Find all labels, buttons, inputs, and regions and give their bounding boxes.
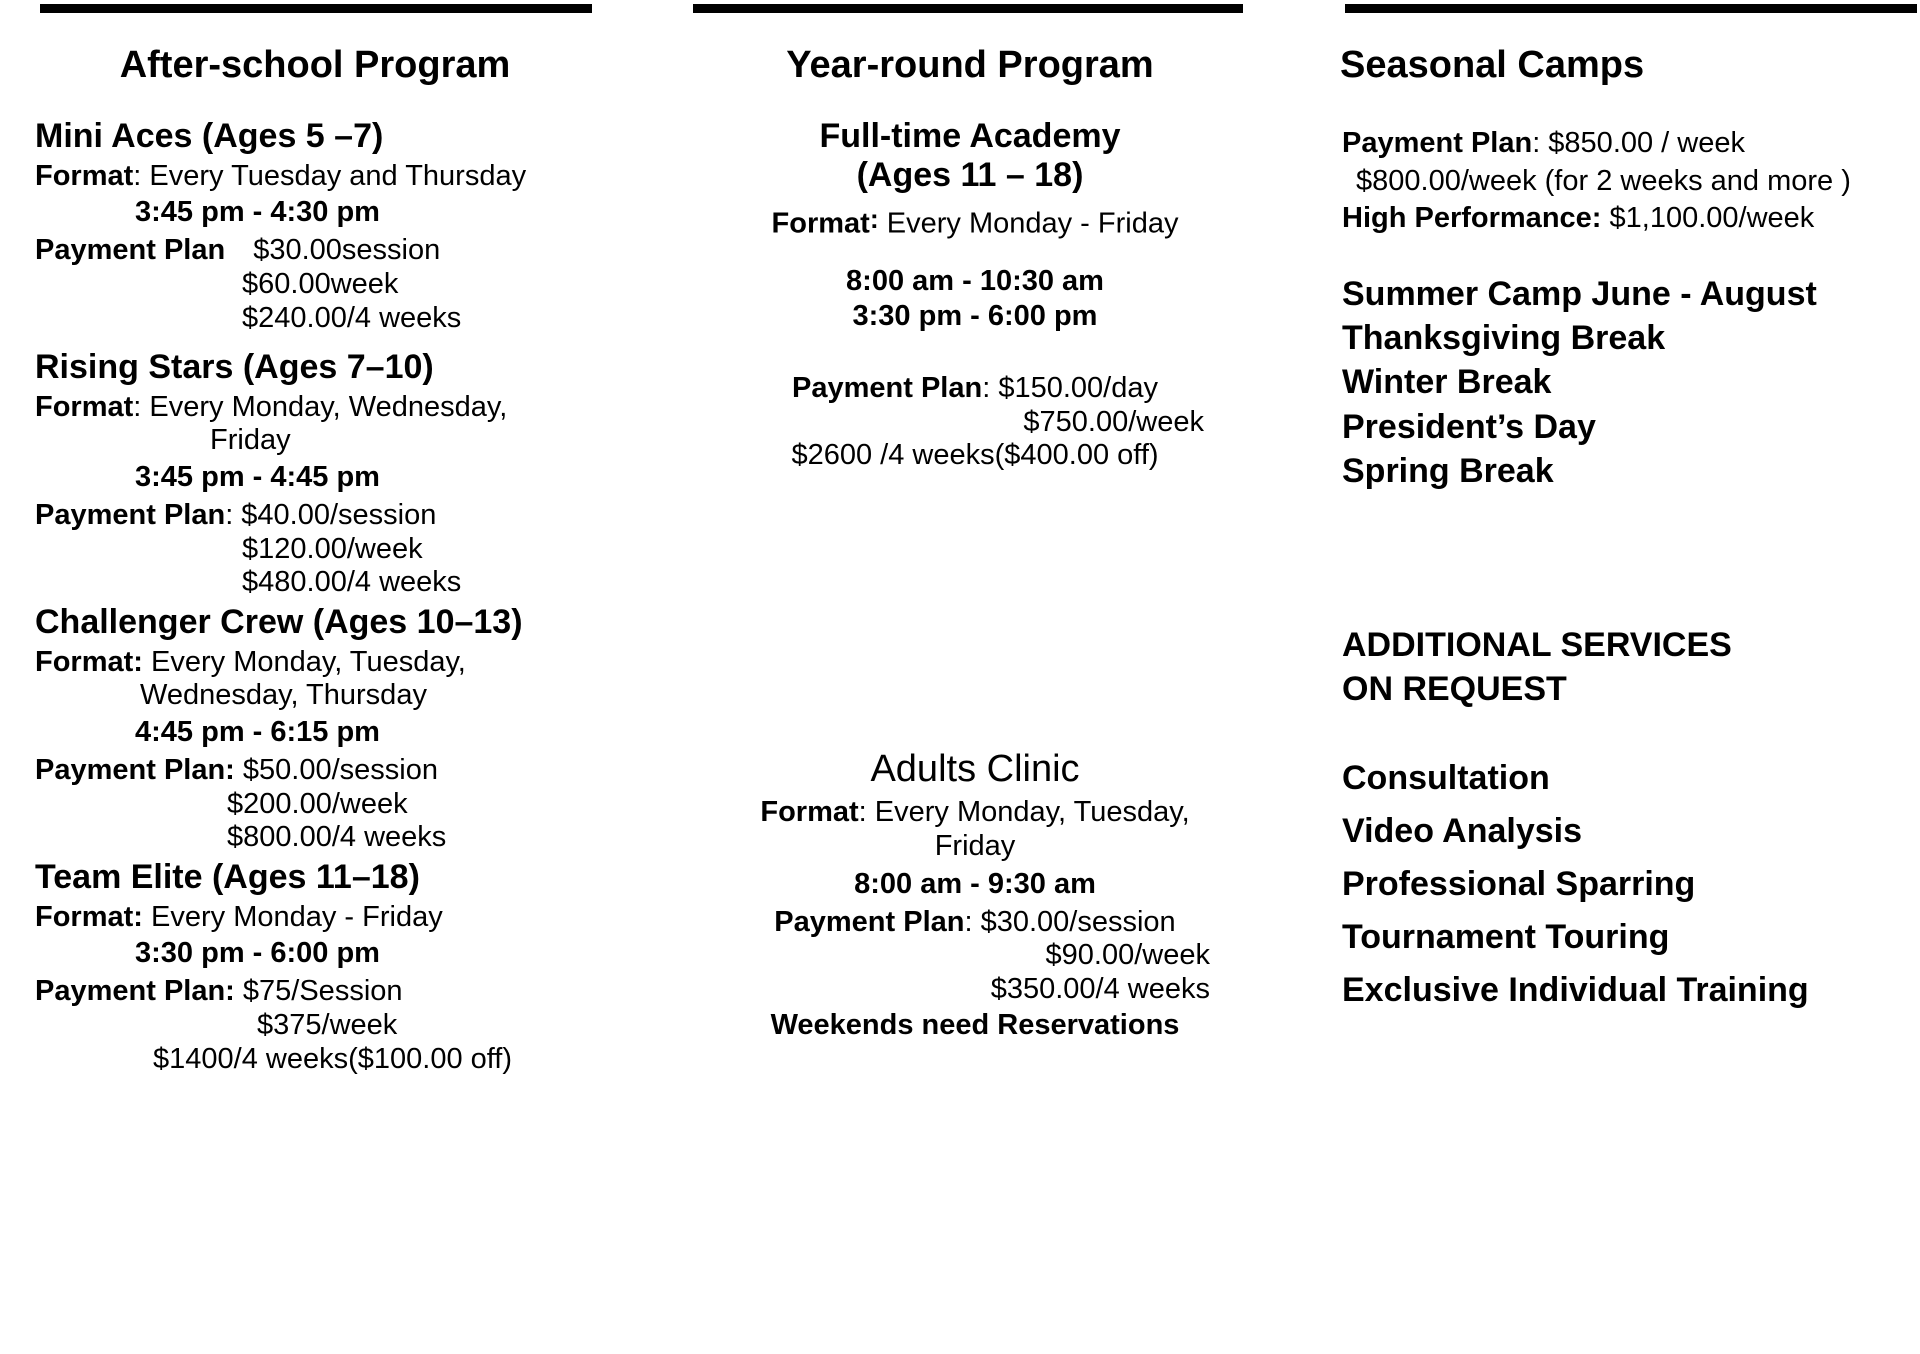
format-colon: : (869, 203, 879, 234)
payment-value: $750.00/week (1023, 405, 1204, 438)
program-format-line (690, 797, 1250, 828)
program-time: 3:45 pm - 4:30 pm (135, 196, 380, 229)
program-name-line1: Full-time Academy (819, 117, 1121, 155)
program-mini-aces (35, 117, 595, 333)
column-rule-after-school (40, 4, 592, 13)
program-payment-line (35, 755, 595, 786)
payment-label: Payment Plan (35, 498, 226, 531)
program-format-line (35, 902, 595, 933)
service-list-item: Professional Sparring (1342, 865, 1696, 904)
format-value: : Every Monday, Tuesday, (858, 796, 1190, 829)
payment-value: $240.00/4 weeks (242, 301, 462, 334)
additional-services-heading-block (1342, 623, 1920, 711)
payment-note: $800.00/week (for 2 weeks and more ) (1356, 164, 1851, 197)
camp-list-item: Spring Break (1342, 451, 1554, 490)
payment-value: $350.00/4 weeks (990, 972, 1210, 1005)
payment-value: $800.00/4 weeks (227, 821, 447, 854)
program-format-line (35, 161, 595, 192)
column-rule-seasonal (1345, 4, 1917, 13)
program-name-line2: (Ages 11 – 18) (856, 155, 1084, 194)
format-value-continued: Friday (934, 830, 1016, 863)
program-name: Adults Clinic (870, 748, 1080, 790)
program-payment-line (35, 500, 595, 531)
payment-label: Payment Plan (792, 371, 983, 404)
format-value: Every Monday, Tuesday, (142, 645, 466, 678)
seasonal-pricing (1342, 128, 1920, 234)
format-label: Format (35, 390, 134, 423)
camp-list-item: Thanksgiving Break (1342, 319, 1666, 358)
after-school-heading: After-school Program (119, 44, 511, 86)
program-time: 8:00 am - 9:30 am (854, 867, 1096, 900)
program-time: 4:45 pm - 6:15 pm (135, 716, 380, 749)
program-rising-stars (35, 348, 595, 598)
camp-list-item: Summer Camp June - August (1342, 275, 1817, 313)
program-time-afternoon: 3:30 pm - 6:00 pm (852, 300, 1098, 333)
program-payment-line (690, 373, 1250, 404)
payment-value: $2600 /4 weeks($400.00 off) (791, 439, 1159, 472)
program-name: Rising Stars (Ages 7–10) (35, 348, 434, 386)
additional-services-heading-line2: ON REQUEST (1342, 670, 1567, 709)
payment-value: $375/week (257, 1008, 398, 1041)
format-value-continued: Friday (210, 424, 291, 457)
program-payment-line (690, 907, 1250, 938)
program-time: 3:30 pm - 6:00 pm (135, 937, 380, 970)
camp-list-item: President’s Day (1342, 407, 1596, 446)
format-value: : Every Tuesday and Thursday (133, 159, 527, 192)
payment-value: $75/Session (234, 975, 403, 1008)
service-list-item: Consultation (1342, 759, 1550, 797)
format-value-continued: Wednesday, Thursday (140, 679, 427, 712)
program-team-elite (35, 858, 595, 1074)
format-label: Format (771, 206, 870, 239)
program-challenger-crew (35, 603, 595, 853)
additional-services-heading-line1: ADDITIONAL SERVICES (1342, 626, 1732, 664)
payment-label: Payment Plan (774, 905, 965, 938)
payment-label: Payment Plan (35, 234, 226, 267)
program-adults-clinic (690, 748, 1250, 1040)
program-time-morning: 8:00 am - 10:30 am (846, 264, 1104, 297)
program-format-line (690, 205, 1250, 239)
format-value: Every Monday - Friday (142, 900, 443, 933)
payment-label: Payment Plan (1342, 127, 1533, 159)
payment-value: $50.00/session (234, 753, 438, 786)
payment-value: $30.00session (253, 234, 441, 267)
program-name: Challenger Crew (Ages 10–13) (35, 603, 523, 641)
high-performance-label: High Performance: (1342, 202, 1602, 235)
program-time: 3:45 pm - 4:45 pm (135, 461, 380, 494)
program-payment-line (35, 976, 595, 1007)
payment-value: $60.00week (242, 267, 399, 300)
program-format-line (35, 647, 595, 678)
format-value: Every Monday - Friday (878, 206, 1179, 239)
payment-value: $480.00/4 weeks (242, 566, 462, 599)
format-value: : Every Monday, Wednesday, (133, 390, 508, 423)
payment-value: : $30.00/session (964, 905, 1176, 938)
seasonal-camps-heading: Seasonal Camps (1340, 44, 1645, 86)
payment-value: $90.00/week (1045, 939, 1210, 972)
camps-list (1342, 272, 1920, 493)
program-format-line (35, 392, 595, 423)
payment-line (1342, 128, 1920, 159)
high-performance-value: $1,100.00/week (1601, 202, 1815, 235)
program-name: Mini Aces (Ages 5 –7) (35, 117, 384, 155)
payment-value: : $40.00/session (225, 498, 437, 531)
payment-value: $1400/4 weeks($100.00 off) (153, 1042, 513, 1075)
format-label: Format: (35, 900, 143, 933)
program-payment-line (35, 235, 595, 266)
camp-list-item: Winter Break (1342, 363, 1552, 402)
format-label: Format (35, 159, 134, 192)
payment-label: Payment Plan: (35, 975, 235, 1008)
format-label: Format: (35, 645, 143, 678)
payment-value: $200.00/week (227, 787, 408, 820)
service-list-item: Tournament Touring (1342, 918, 1670, 957)
payment-value: : $850.00 / week (1532, 127, 1746, 159)
reservation-note: Weekends need Reservations (770, 1008, 1180, 1041)
program-name: Team Elite (Ages 11–18) (35, 858, 420, 896)
payment-value: $120.00/week (242, 532, 423, 565)
program-full-time-academy (690, 117, 1250, 471)
payment-value: : $150.00/day (982, 371, 1158, 404)
high-performance-line (1342, 203, 1920, 234)
payment-label: Payment Plan: (35, 753, 235, 786)
column-rule-year-round (693, 4, 1243, 13)
format-label: Format (760, 796, 859, 829)
service-list-item: Video Analysis (1342, 812, 1582, 851)
additional-services-list (1342, 752, 1920, 1017)
service-list-item: Exclusive Individual Training (1342, 971, 1809, 1010)
year-round-heading: Year-round Program (786, 44, 1154, 86)
